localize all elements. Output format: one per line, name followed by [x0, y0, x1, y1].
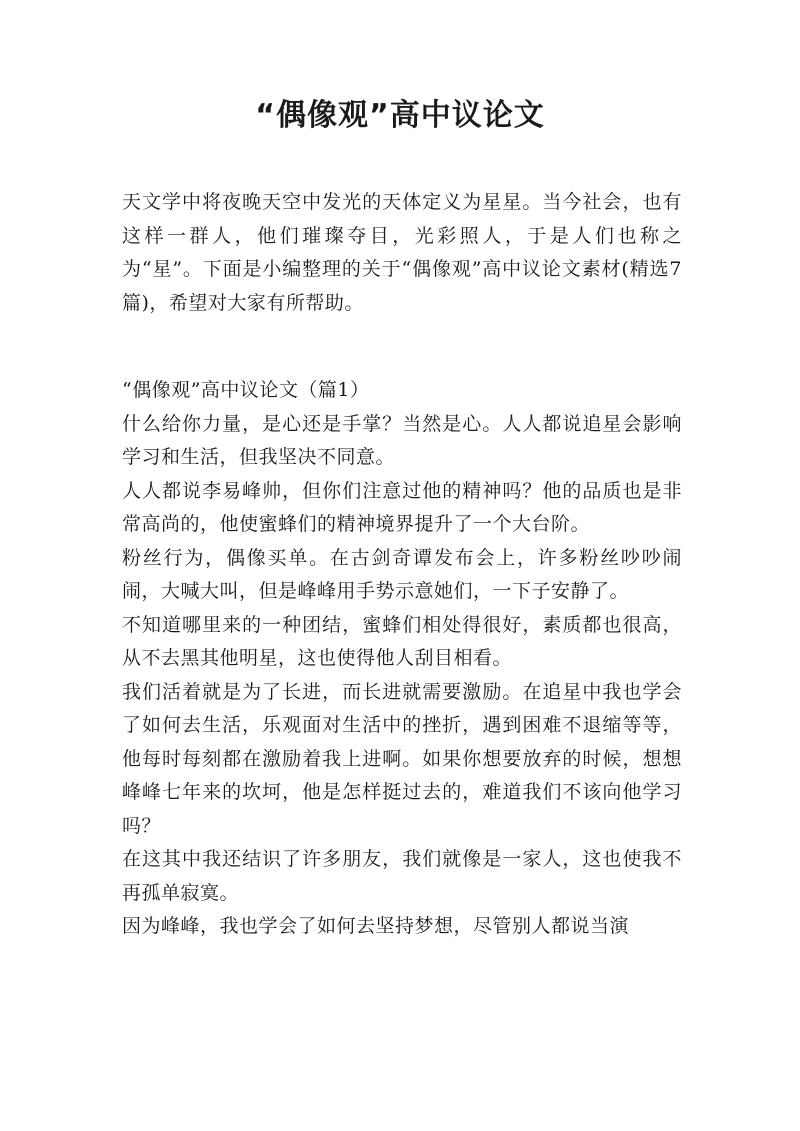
body-paragraph: 粉丝行为，偶像买单。在古剑奇谭发布会上，许多粉丝吵吵闹闹，大喊大叫，但是峰峰用手势示意她们，一下子安静了。 [122, 546, 682, 602]
body-paragraph: 因为峰峰，我也学会了如何去坚持梦想，尽管别人都说当演 [122, 915, 630, 937]
section-heading: “偶像观”高中议论文（篇1） [122, 379, 370, 401]
intro-text: 天文学中将夜晚天空中发光的天体定义为星星。当今社会，也有这样一群人，他们璀璨夺目，光彩照人，于是人们也称之为“星”。下面是小编整理的关于“偶像观”高中议论文素材(精选7篇)，希望对大家有所帮助。 [122, 191, 682, 314]
document-title: “偶像观”高中议论文 [255, 98, 545, 133]
intro-paragraph [122, 186, 682, 320]
article-body [122, 374, 682, 944]
body-paragraph: 在这其中我还结识了许多朋友，我们就像是一家人，这也使我不再孤单寂寞。 [122, 848, 682, 904]
body-paragraph: 什么给你力量，是心还是手掌？当然是心。人人都说追星会影响学习和生活，但我坚决不同意。 [122, 412, 682, 468]
body-paragraph: 我们活着就是为了长进，而长进就需要激励。在追星中我也学会了如何去生活，乐观面对生活中的挫折，遇到困难不退缩等等，他每时每刻都在激励着我上进啊。如果你想要放弃的时候，想想峰峰七年来的坎坷，他是怎样挺过去的，难道我们不该向他学习吗？ [122, 680, 682, 837]
body-paragraph: 不知道哪里来的一种团结，蜜蜂们相处得很好，素质都也很高，从不去黑其他明星，这也使得他人刮目相看。 [122, 613, 682, 669]
body-paragraph: 人人都说李易峰帅，但你们注意过他的精神吗？他的品质也是非常高尚的，他使蜜蜂们的精神境界提升了一个大台阶。 [122, 479, 682, 535]
